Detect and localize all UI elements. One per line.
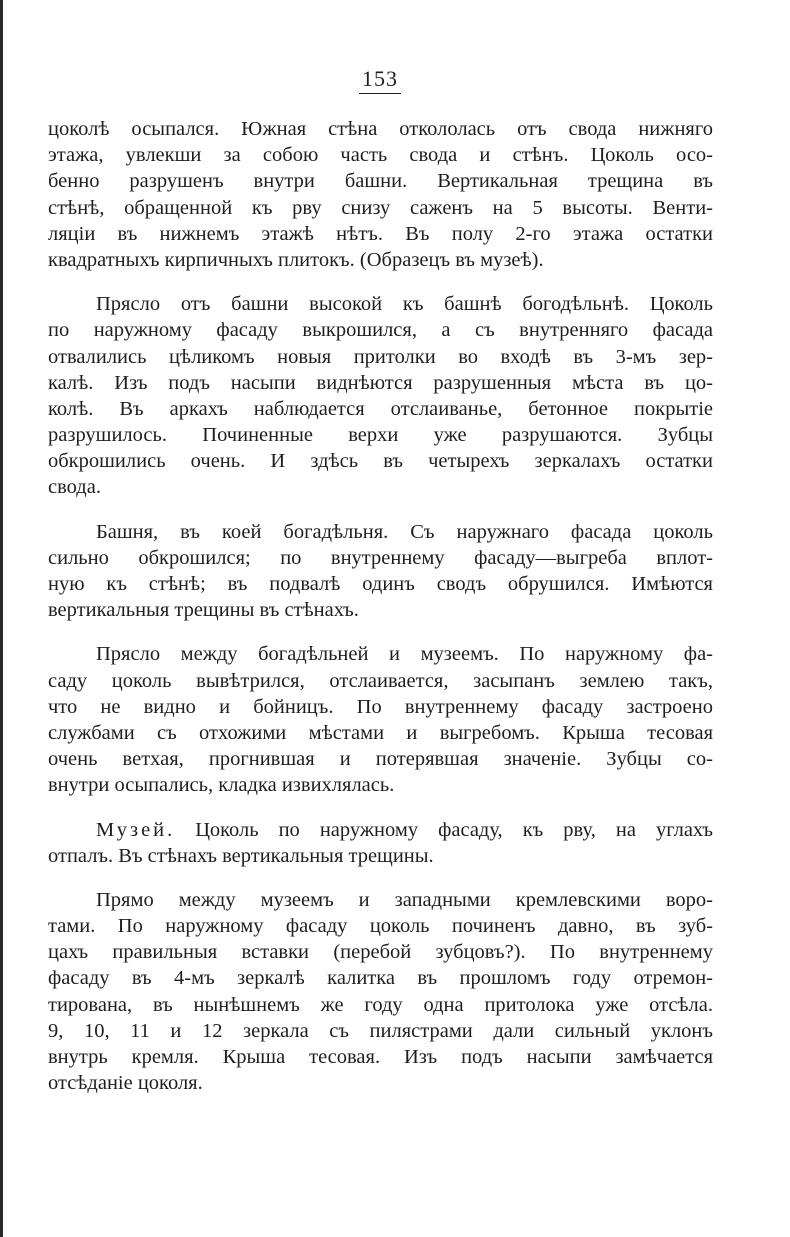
text-line: цахъ правильныя вставки (перебой зубцовъ?). По внутреннему [48, 941, 713, 964]
text-line: этажа, увлекши за собою часть свода и стѣнъ. Цоколь осо- [48, 144, 713, 167]
text-line: стѣнѣ, обращенной къ рву снизу саженъ на 5 высоты. Венти- [48, 196, 713, 219]
paragraph-1 [48, 116, 713, 273]
text-line: ную къ стѣнѣ; въ подвалѣ одинъ сводъ обрушился. Имѣются [48, 573, 713, 595]
text-line: по наружному фасаду выкрошился, а съ внутренняго фасада [48, 319, 713, 342]
text-line: Прямо между музеемъ и западными кремлевскими воро- [96, 888, 713, 911]
text-line: свода. [48, 476, 101, 499]
text-line: вертикальныя трещины въ стѣнахъ. [48, 599, 359, 622]
text-line: отпалъ. Въ стѣнахъ вертикальныя трещины. [48, 844, 434, 867]
paragraph-5 [48, 817, 713, 869]
page-body [48, 116, 713, 1096]
page-left-edge [0, 0, 3, 1237]
paragraph-6 [48, 887, 713, 1097]
text-line: 9, 10, 11 и 12 зеркала съ пилястрами дали сильный уклонъ [48, 1019, 713, 1042]
text-line: внутрь кремля. Крыша тесовая. Изъ подъ насыпи замѣчается [48, 1046, 713, 1068]
spaced-heading-word: Музей. [96, 818, 176, 841]
text-line: ляціи въ нижнемъ этажѣ нѣтъ. Въ полу 2-го этажа остатки [48, 222, 713, 245]
text-line: тами. По наружному фасаду цоколь починенъ давно, въ зуб- [48, 915, 713, 938]
text-line: колѣ. Въ аркахъ наблюдается отслаиванье, бетонное покрытіе [48, 397, 713, 420]
text-line: цоколѣ осыпался. Южная стѣна откололась отъ свода нижняго [48, 118, 713, 140]
text-line: разрушилось. Починенные верхи уже разрушаются. Зубцы [48, 424, 713, 447]
page-number-text: 153 [359, 66, 401, 94]
text-line: саду цоколь вывѣтрился, отслаивается, засыпанъ землею такъ, [48, 669, 713, 692]
text-line [48, 817, 713, 843]
paragraph-4 [48, 641, 713, 798]
text-line: калѣ. Изъ подъ насыпи виднѣются разрушенныя мѣста въ цо- [48, 371, 713, 394]
text-line: бенно разрушенъ внутри башни. Вертикальная трещина въ [48, 170, 713, 193]
text-line: тирована, въ нынѣшнемъ же году одна притолока уже отсѣла. [48, 993, 713, 1016]
text-line: Прясло отъ башни высокой къ башнѣ богодѣльнѣ. Цоколь [96, 293, 713, 316]
text-line: очень ветхая, прогнившая и потерявшая значеніе. Зубцы со- [48, 748, 713, 771]
text-line: фасаду въ 4-мъ зеркалѣ калитка въ прошломъ году отремон- [48, 967, 713, 990]
text-line: внутри осыпались, кладка извихлялась. [48, 774, 395, 797]
text-line: службами съ отхожими мѣстами и выгребомъ. Крыша тесовая [48, 721, 713, 744]
text-line: квадратныхъ кирпичныхъ плитокъ. (Образецъ въ музеѣ). [48, 248, 544, 271]
paragraph-2 [48, 291, 713, 501]
text-line: отвалились цѣликомъ новыя притолки во входѣ въ 3-мъ зер- [48, 345, 713, 368]
text-line: сильно обкрошился; по внутреннему фасаду—выгреба вплот- [48, 546, 713, 569]
text-line: что не видно и бойницъ. По внутреннему фасаду застроено [48, 695, 713, 718]
text-line: Башня, въ коей богадѣльня. Съ наружнаго фасада цоколь [96, 520, 713, 543]
page-number [0, 66, 760, 94]
text-line: обкрошились очень. И здѣсь въ четырехъ зеркалахъ остатки [48, 450, 713, 473]
text-line: отсѣданіе цоколя. [48, 1072, 203, 1095]
paragraph-3 [48, 519, 713, 624]
text-line: Прясло между богадѣльней и музеемъ. По наружному фа- [96, 643, 713, 666]
text-line-rest: Цоколь по наружному фасаду, къ рву, на углахъ [175, 818, 713, 841]
